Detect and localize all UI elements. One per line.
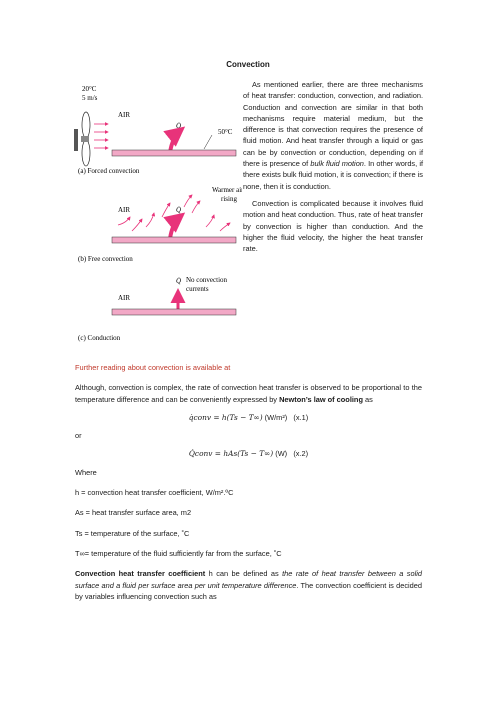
air-label-c: AIR	[118, 294, 131, 302]
coefficient-paragraph: Convection heat transfer coefficient h can be defined as the rate of heat transfer between a solid surface and a fluid per surface area per unit temperature difference. The convection coefficient is decided by variables influencing convection such as	[75, 569, 422, 601]
equation-x2: Q̇conv = hAs(Ts − T∞) (W) (x.2)	[188, 449, 309, 459]
fan-temperature: 20°C	[82, 85, 97, 93]
air-label-b: AIR	[118, 206, 131, 214]
def-ts: Ts = temperature of the surface, ˚C	[75, 528, 190, 538]
surface-temperature: 50°C	[218, 128, 233, 136]
heat-flow-symbol-c: Q̇	[176, 277, 182, 285]
hot-plate-b	[112, 237, 236, 243]
rising-label: rising	[221, 195, 237, 203]
further-reading-link[interactable]: Further reading about convection is available at	[75, 363, 231, 372]
warmer-air-label: Warmer air	[212, 186, 242, 194]
hot-plate-a	[112, 150, 236, 156]
body-text	[75, 362, 422, 602]
convection-diagram	[72, 77, 242, 352]
heat-flow-symbol-a: Q̇	[176, 122, 182, 130]
def-h: h = convection heat transfer coefficient, W/m².ºC	[75, 488, 234, 498]
def-tinf: T∞= temperature of the fluid sufficiently far from the surface, ˚C	[75, 548, 282, 558]
air-flow-arrows-a	[94, 124, 108, 148]
caption-forced-convection: (a) Forced convection	[78, 167, 140, 175]
fan-icon	[74, 112, 90, 166]
where-label: Where	[75, 467, 97, 477]
page-title: Convection	[226, 60, 270, 69]
intro-paragraph-1: As mentioned earlier, there are three mechanisms of heat transfer: conduction, convection, and radiation. Conduction and convection are similar in that both mechanisms require material medium, but the difference is that convection requires the presence of fluid motion. And heat transfer through a liquid or gas can be by convection or conduction, depending on if there is presence of bulk fluid motion. In other words, if there exists bulk fluid motion, it is convection; if there is none, then it is conduction.	[243, 80, 424, 191]
heat-arrow-b	[170, 215, 182, 239]
def-as: As = heat transfer surface area, m2	[75, 508, 192, 518]
heat-flow-symbol-b: Q̇	[176, 206, 182, 214]
currents-label: currents	[186, 285, 209, 293]
equation-x1: q̇conv = h(Ts − T∞) (W/m²) (x.1)	[188, 412, 309, 422]
air-label-a: AIR	[118, 111, 131, 119]
newton-paragraph: Although, convection is complex, the rate of convection heat transfer is observed to be proportional to the temperature difference and can be conveniently expressed by Newton’s law of cooling as	[75, 383, 422, 404]
definitions	[75, 467, 422, 559]
intro-paragraph-2: Convection is complicated because it involves fluid motion and heat conduction. Thus, rate of heat transfer by convection is higher than conduction. And the higher the fluid velocity, the higher the heat transfer rate.	[243, 198, 423, 254]
air-speed: 5 m/s	[82, 94, 98, 102]
hot-plate-c	[112, 309, 236, 315]
heat-arrow-a	[170, 129, 182, 153]
or-text: or	[75, 431, 82, 441]
caption-free-convection: (b) Free convection	[78, 255, 133, 263]
caption-conduction: (c) Conduction	[78, 334, 121, 342]
intro-text	[243, 79, 423, 260]
convection-figure	[72, 77, 242, 357]
no-convection-label: No convection	[186, 276, 228, 284]
